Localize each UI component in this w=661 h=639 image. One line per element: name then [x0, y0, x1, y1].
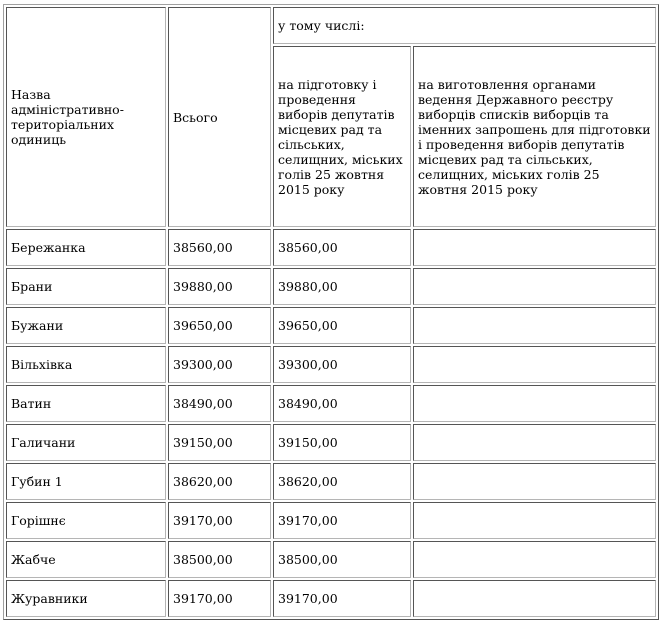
row-elections-cell: 39170,00 [273, 502, 411, 539]
row-elections-cell: 39650,00 [273, 307, 411, 344]
row-elections-cell: 39880,00 [273, 268, 411, 305]
row-total-cell: 39170,00 [168, 580, 271, 617]
header-name-column: Назва адміністративно-територіальних одиниць [6, 7, 166, 227]
row-registry-cell [413, 346, 656, 383]
row-name-cell: Губин 1 [6, 463, 166, 500]
row-name-cell: Журавники [6, 580, 166, 617]
row-elections-cell: 38560,00 [273, 229, 411, 266]
table-row [6, 346, 656, 383]
row-name-cell: Брани [6, 268, 166, 305]
table-row [6, 541, 656, 578]
table-row [6, 307, 656, 344]
header-registry-column: на виготовлення органами ведення Державного реєстру виборців списків виборців та іменних запрошень для підготовки і проведення виборів депутатів місцевих рад та сільських, селищних, міських голів 25 жовтня 2015 року [413, 46, 656, 227]
row-total-cell: 38620,00 [168, 463, 271, 500]
row-total-cell: 38560,00 [168, 229, 271, 266]
row-total-cell: 39880,00 [168, 268, 271, 305]
row-total-cell: 38490,00 [168, 385, 271, 422]
row-total-cell: 39650,00 [168, 307, 271, 344]
row-name-cell: Галичани [6, 424, 166, 461]
row-registry-cell [413, 229, 656, 266]
table-row [6, 424, 656, 461]
row-registry-cell [413, 385, 656, 422]
row-elections-cell: 39150,00 [273, 424, 411, 461]
budget-table [3, 4, 659, 620]
row-elections-cell: 38490,00 [273, 385, 411, 422]
table-row [6, 502, 656, 539]
header-including: у тому числі: [273, 7, 656, 44]
table-row [6, 463, 656, 500]
row-name-cell: Горішнє [6, 502, 166, 539]
row-total-cell: 38500,00 [168, 541, 271, 578]
row-elections-cell: 38500,00 [273, 541, 411, 578]
header-elections-column: на підготовку і проведення виборів депутатів місцевих рад та сільських, селищних, міських голів 25 жовтня 2015 року [273, 46, 411, 227]
row-total-cell: 39300,00 [168, 346, 271, 383]
table-row [6, 268, 656, 305]
row-elections-cell: 39300,00 [273, 346, 411, 383]
row-registry-cell [413, 580, 656, 617]
row-name-cell: Бережанка [6, 229, 166, 266]
row-registry-cell [413, 541, 656, 578]
row-name-cell: Жабче [6, 541, 166, 578]
row-total-cell: 39170,00 [168, 502, 271, 539]
row-registry-cell [413, 502, 656, 539]
table-row [6, 580, 656, 617]
row-registry-cell [413, 424, 656, 461]
row-elections-cell: 39170,00 [273, 580, 411, 617]
table-row [6, 229, 656, 266]
table-row [6, 385, 656, 422]
row-registry-cell [413, 268, 656, 305]
row-name-cell: Вільхівка [6, 346, 166, 383]
row-name-cell: Ватин [6, 385, 166, 422]
header-total-column: Всього [168, 7, 271, 227]
row-total-cell: 39150,00 [168, 424, 271, 461]
row-elections-cell: 38620,00 [273, 463, 411, 500]
row-registry-cell [413, 307, 656, 344]
row-registry-cell [413, 463, 656, 500]
row-name-cell: Бужани [6, 307, 166, 344]
